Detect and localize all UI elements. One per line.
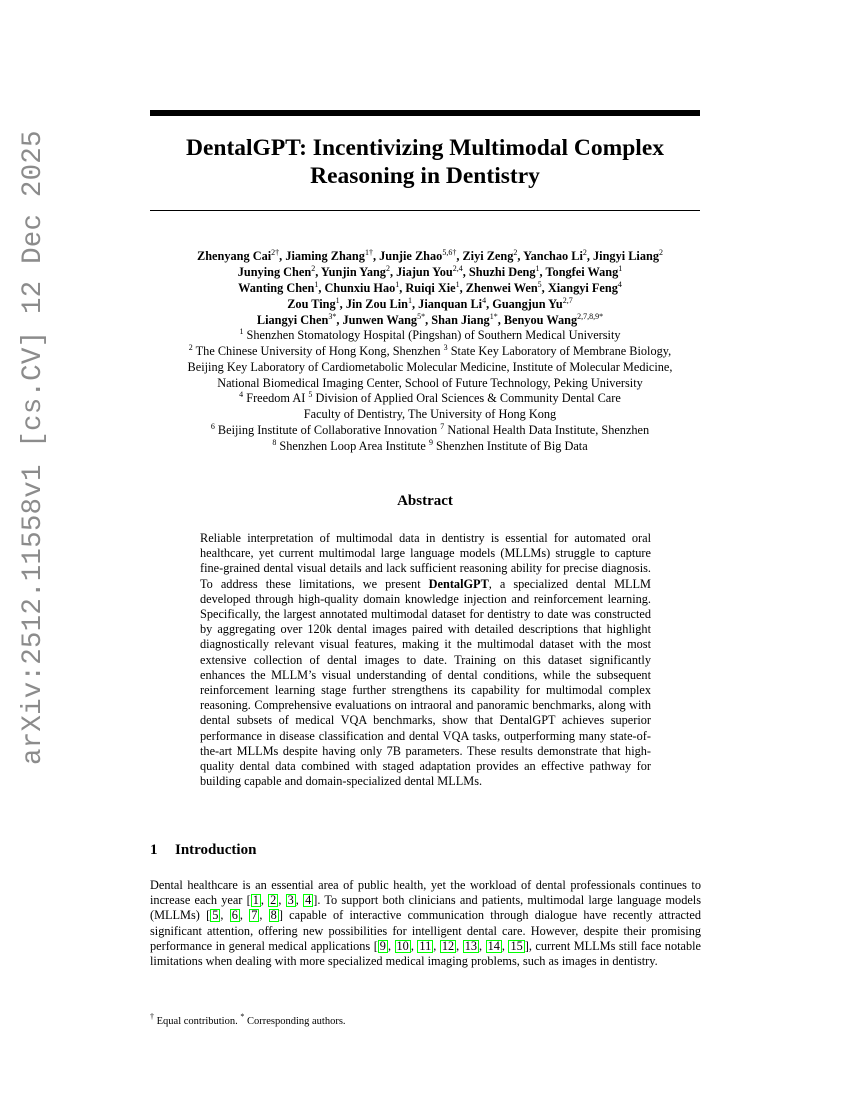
affiliation-text: National Health Data Institute, Shenzhen [447,423,650,438]
author-name: Junjie Zhao [379,249,443,263]
affiliation-text: State Key Laboratory of Membrane Biology, [450,343,672,358]
author-name: Benyou Wang [503,313,578,327]
author-name: Junying Chen [237,265,312,279]
citation-link[interactable]: 12 [441,938,455,953]
author-line: Wanting Chen$^1$, Chunxiu Hao$^1$, Ruiqi Xie$^1$, Zhenwei Wen$^5$, Xiangyi Feng$^4$ [238,280,622,295]
affiliation-number: 3 [443,342,448,352]
affiliation-line [150,423,710,439]
author-name: Jiajun You [396,265,453,279]
affiliation-line [150,439,710,455]
author-affiliation-marker: 5,6† [442,248,457,257]
section-heading-introduction [150,842,256,859]
author-affiliation-marker: 2,7 [562,296,573,305]
author-affiliation-marker: 2 [311,264,316,273]
citation-link[interactable]: 11 [419,938,432,953]
author-affiliation-marker: 1 [408,296,413,305]
affiliation-text: Beijing Key Laboratory of Cardiometabolic Molecular Medicine, Institute of Molecular Medicine, [187,359,673,374]
author-affiliation-marker: 3* [328,312,337,321]
author-affiliation-marker: 1 [314,280,319,289]
title-line-1: DentalGPT: Incentivizing Multimodal Complex [185,135,665,161]
author-line: Liangyi Chen$^{3*}$, Junwen Wang$^{5*}$, Shan Jiang$^{1*}$, Benyou Wang$^{2,7,8,9*}$ [256,312,604,327]
affiliation-text: Division of Applied Oral Sciences & Community Dental Care [315,391,621,406]
dagger-mark: † [150,1012,154,1021]
author-affiliation-marker: 1* [489,312,498,321]
author-affiliation-marker: 1 [535,264,540,273]
author-name: Zhenyang Cai [197,249,272,263]
intro-text: ]. To support both clinicians and patients, multimodal large language models (MLLMs) [ [150,893,702,923]
section-number: 1 [150,842,158,858]
title-line-2: Reasoning in Dentistry [310,163,540,189]
affiliation-number: 5 [308,390,313,400]
author-name: Jianquan Li [418,297,483,311]
author-affiliation-marker: 1 [395,280,400,289]
author-name: Chunxiu Hao [324,281,396,295]
author-affiliation-marker: 2,7,8,9* [577,312,604,321]
citation-link[interactable]: 9 [379,938,386,953]
introduction-paragraph: Dental healthcare is an essential area of public health, yet the workload of dental professionals continues to increase each year [ 1 , 2 , 3 , 4 ]. To support both clinicians and patients, multimodal large language models (MLLMs) [ 5 , 6 , 7 , 8 ] capable of interactive communication through dialogue have recently attracted significant attention, offering new possibilities for intelligent dental care. However, despite their promising performance in general medical applications [ 9 , 10 , 11 , 12 , 13 , 14 , 15 ], current MLLMs still face notable limitations when dealing with more specialized medical imaging problems, such as images in dentistry. [150,878,702,969]
author-name: Yunjin Yang [320,265,386,279]
citation-link[interactable]: 2 [270,893,277,908]
citation-link[interactable]: 13 [464,938,477,953]
affiliation-number: 9 [428,437,433,447]
author-name: Shuzhi Deng [468,265,536,279]
author-affiliation-marker: 5* [417,312,426,321]
affiliation-number: 6 [210,422,215,432]
author-name: Tongfei Wang [545,265,619,279]
arxiv-watermark: arXiv:2512.11558v1 [cs.CV] 12 Dec 2025 [18,130,49,765]
author-line: Junying Chen$^2$, Yunjin Yang$^2$, Jiajun You$^{2,4}$, Shuzhi Deng$^1$, Tongfei Wang$^1$ [237,264,623,279]
abstract-part-2: , a specialized dental MLLM developed through high-quality domain knowledge injection and reinforcement learning. Specifically, the largest annotated multimodal dataset for dentistry to date was constructed by aggregating over 120k dental images paired with detailed descriptions that highlight diagnostically relevant visual features, making it the multimodal dataset with the most extensive collection of dental images to date. Training on this dataset significantly enhances the MLLM’s visual understanding of dental conditions, while the subsequent reinforcement learning stage further strengthens its capability for multimodal complex reasoning. Comprehensive evaluations on intraoral and panoramic benchmarks, along with dental subsets of medical VQA benchmarks, show that DentalGPT achieves superior performance in disease classification and dental VQA tasks, outperforming many state-of-the-art MLLMs despite having only 7B parameters. These results demonstrate that high-quality dental data combined with staged adaptation provides an effective pathway for building capable and domain-specialized dental MLLMs. [200,576,651,789]
author-affiliation-marker: 1† [364,248,373,257]
citation-link[interactable]: 1 [252,893,259,908]
author-affiliation-marker: 2† [271,248,280,257]
citation-link[interactable]: 3 [287,893,294,908]
author-name: Jin Zou Lin [345,297,409,311]
section-title: Introduction [175,842,257,858]
author-name: Shan Jiang [431,313,490,327]
abstract-part-1: Reliable interpretation of multimodal data in dentistry is essential for automated oral healthcare, yet current multimodal large language models (MLLMs) struggle to capture fine-grained dental visual details and lack sufficient reasoning ability for precise diagnosis. To address these limitations, we present [200,531,651,591]
author-line: Zou Ting$^1$, Jin Zou Lin$^1$, Jianquan Li$^4$, Guangjun Yu$^{2,7}$ [287,296,573,311]
affiliation-number: 8 [272,437,277,447]
author-name: Ziyi Zeng [462,249,514,263]
paper-title [150,134,700,190]
affiliation-line [150,376,710,392]
author-affiliation-marker: 2 [513,248,518,257]
author-affiliation-marker: 2 [582,248,587,257]
citation-link[interactable]: 8 [270,908,277,923]
affiliation-text: Shenzhen Loop Area Institute [279,438,426,453]
affiliation-number: 4 [239,390,244,400]
footnote-corresponding: Corresponding authors. [244,1016,346,1027]
intro-text: ], current MLLMs still face notable limitations when dealing with more specialized medical imaging problems, such as images in dentistry. [150,938,702,969]
author-list [150,248,710,328]
footnote-equal-contribution: Equal contribution. [154,1016,241,1027]
affiliation-text: Shenzhen Institute of Big Data [436,438,588,453]
author-affiliation-marker: 2 [658,248,663,257]
affiliation-text: Shenzhen Stomatology Hospital (Pingshan) of Southern Medical University [246,328,621,342]
affiliation-text: Freedom AI [246,391,306,406]
affiliation-text: Beijing Institute of Collaborative Innovation [217,423,438,438]
author-name: Jingyi Liang [593,249,659,263]
title-bottom-rule [150,210,700,211]
affiliation-line [150,360,710,376]
affiliation-text: Faculty of Dentistry, The University of Hong Kong [303,407,557,422]
author-name: Jiaming Zhang [285,249,365,263]
citation-link[interactable]: 14 [487,938,500,953]
author-affiliation-marker: 1 [455,280,460,289]
author-affiliation-marker: 2,4 [452,264,463,273]
author-name: Liangyi Chen [256,313,329,327]
footnote [150,1012,346,1027]
citation-link[interactable]: 5 [212,908,219,923]
intro-text: ] capable of interactive communication through dialogue have recently attracted significant attention, offering new possibilities for intelligent dental care. However, despite their promising performance in general medical applications [ [150,908,702,953]
citation-link[interactable]: 4 [305,893,312,908]
affiliation-line [150,407,710,423]
abstract-text [200,531,651,789]
citation-link[interactable]: 10 [396,938,409,953]
author-affiliation-marker: 2 [385,264,390,273]
intro-text: Dental healthcare is an essential area of public health, yet the workload of dental professionals continues to increase each year [ [150,878,701,908]
author-affiliation-marker: 1 [335,296,340,305]
title-top-rule [150,110,700,116]
citation-link[interactable]: 7 [251,908,258,923]
affiliation-text: The Chinese University of Hong Kong, Shenzhen [195,343,441,358]
abstract-heading: Abstract [397,493,453,509]
author-name: Wanting Chen [238,281,315,295]
affiliation-number: 2 [188,342,193,352]
model-name: DentalGPT [428,576,489,591]
citation-link[interactable]: 6 [231,908,238,923]
affiliation-line [150,344,710,360]
author-name: Xiangyi Feng [547,281,618,295]
author-name: Zhenwei Wen [465,281,538,295]
author-line: Zhenyang Cai$^{2\dagger}$, Jiaming Zhang$^{1\dagger}$, Junjie Zhao$^{5,6\dagger}$, Ziyi Zeng$^2$, Yanchao Li$^2$, Jingyi Liang$^2$ [197,248,663,263]
affiliation-line [150,328,710,344]
affiliation-number: 1 [239,327,244,336]
author-affiliation-marker: 4 [482,296,487,305]
author-affiliation-marker: 5 [537,280,542,289]
author-name: Junwen Wang [342,313,418,327]
author-name: Yanchao Li [523,249,583,263]
author-affiliation-marker: 1 [618,264,623,273]
affiliation-text: National Biomedical Imaging Center, School of Future Technology, Peking University [217,375,643,390]
affiliation-list [150,328,710,455]
author-name: Ruiqi Xie [405,281,456,295]
affiliation-number: 7 [440,422,445,432]
author-name: Guangjun Yu [492,297,563,311]
author-name: Zou Ting [287,297,336,311]
star-mark: * [240,1012,245,1021]
affiliation-line [150,391,710,407]
author-affiliation-marker: 4 [617,280,622,289]
citation-link[interactable]: 15 [510,938,523,953]
